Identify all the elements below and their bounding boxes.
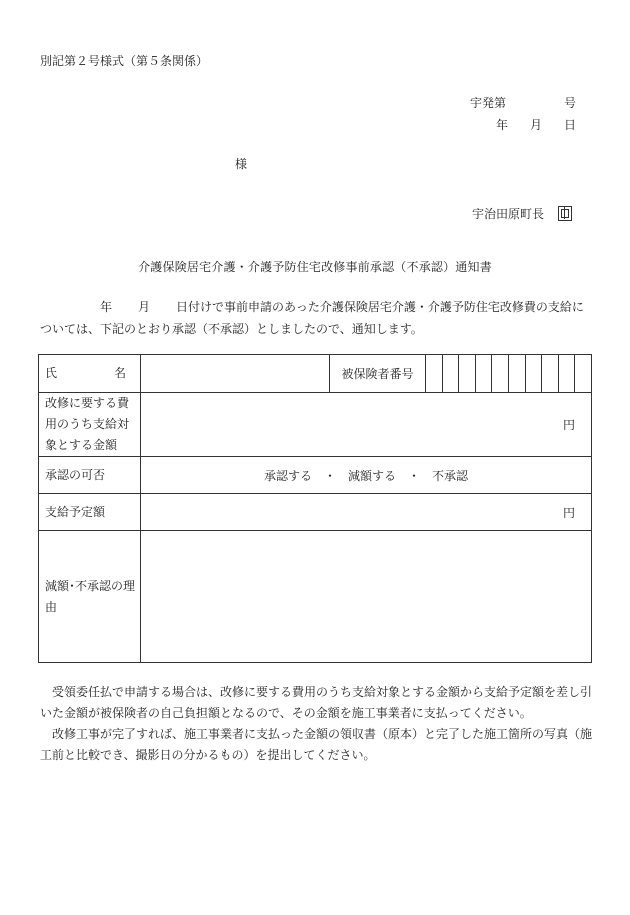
insured-number-digit-box[interactable] [475,355,492,392]
scheduled-amount-field[interactable] [141,494,592,531]
document-number-suffix: 号 [563,96,576,110]
form-number: 別記第２号様式（第５条関係） [40,54,209,68]
intro-paragraph [40,296,592,340]
insured-number-digit-box[interactable] [541,355,558,392]
insured-number-digit-box[interactable] [558,355,575,392]
insured-number-digit-box[interactable] [426,355,442,392]
issuer-name: 宇治田原町長 [471,207,544,221]
document-number [470,94,576,111]
issue-date-month: 月 [529,118,542,132]
scheduled-yen-unit: 円 [562,505,575,520]
notes [40,682,592,766]
cost-label: 改修に要する費用のうち支給対象とする金額 [39,393,141,457]
insured-number-digit-box[interactable] [458,355,475,392]
addressee-suffix: 様 [235,157,248,171]
insured-number-digit-box[interactable] [525,355,542,392]
approval-label: 承認の可否 [39,457,141,494]
insured-number-label: 被保険者番号 [330,355,426,393]
insured-number-field[interactable] [426,355,592,393]
intro-year: 年 [100,300,113,314]
scheduled-amount-label: 支給予定額 [39,494,141,531]
name-field[interactable] [141,355,330,393]
approval-options[interactable]: 承認する ・ 減額する ・ 不承認 [141,457,592,494]
row-scheduled-amount [39,494,592,531]
name-label: 氏 名 [39,355,141,393]
insured-number-digit-box[interactable] [442,355,459,392]
issue-date-year: 年 [495,118,508,132]
row-cost [39,393,592,457]
intro-text: 日付けで事前申請のあった介護保険居宅介護・介護予防住宅改修費の支給については、下記のとおり承認（不承認）としましたので、通知します。 [40,300,584,336]
issuer [472,205,572,222]
insured-number-digit-box[interactable] [574,355,591,392]
document-number-prefix: 宇発第 [469,96,506,110]
cost-yen-unit: 円 [562,418,575,432]
note-1: 受領委任払で申請する場合は、改修に要する費用のうち支給対象とする金額から支給予定額を差し引いた金額が被保険者の自己負担額となるので、その金額を施工事業者に支払ってください。 [40,685,593,720]
row-approval [39,457,592,494]
reason-field[interactable] [141,531,592,663]
issue-date-day: 日 [563,118,576,132]
row-reason [39,531,592,663]
insured-number-digit-box[interactable] [491,355,508,392]
seal-mark-icon [558,206,572,221]
row-name [39,355,592,393]
document-title: 介護保険居宅介護・介護予防住宅改修事前承認（不承認）通知書 [138,260,492,274]
approval-table [38,354,592,663]
insured-number-digit-box[interactable] [508,355,525,392]
note-2: 改修工事が完了すれば、施工事業者に支払った金額の領収書（原本）と完了した施工箇所の写真（施工前と比較でき、撮影日の分かるもの）を提出してください。 [40,727,593,762]
intro-month: 月 [138,300,151,314]
reason-label: 減額･不承認の理由 [39,531,141,663]
cost-amount-field[interactable] [141,393,592,457]
issue-date [496,116,576,133]
